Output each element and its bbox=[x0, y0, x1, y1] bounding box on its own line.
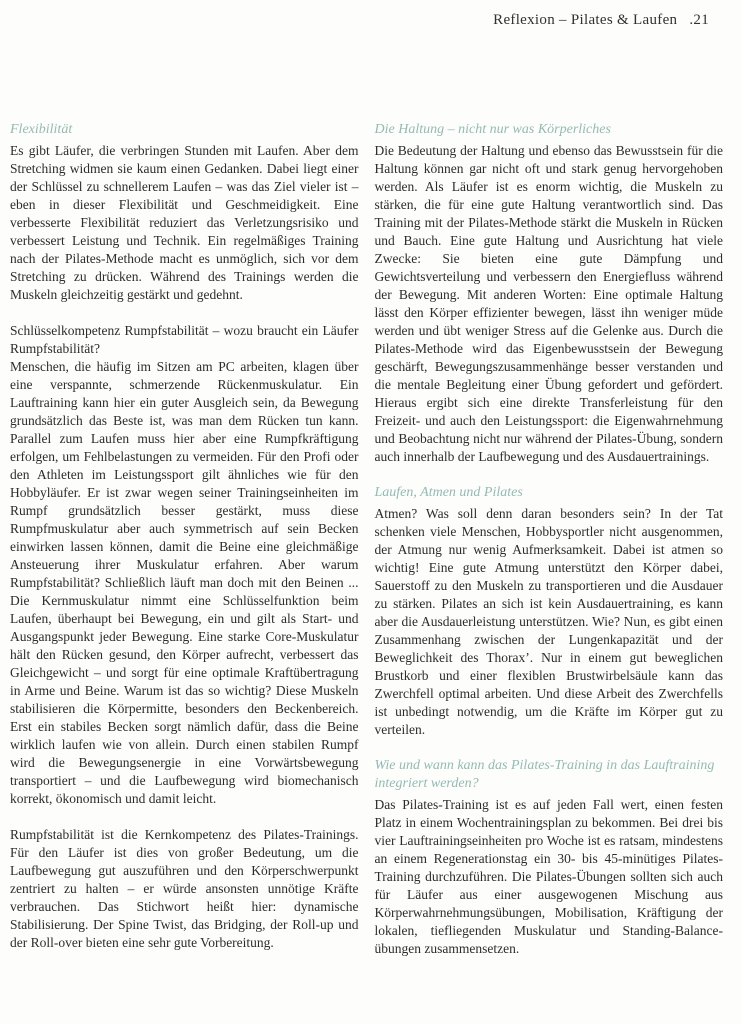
paragraph-flexibility: Es gibt Läufer, die verbringen Stunden mit Laufen. Aber dem Stretching widmen sie kaum einen Gedanken. Dabei liegt einer der Schlüssel zu schnellerem Laufen – was das Ziel vieler ist – eben in dieser Flexibilität und Geschmeidigkeit. Eine verbesserte Flexibilität reduziert das Verletzungsrisiko und verbessert Leistung und Technik. Ein regelmäßiges Training nach der Pilates-Methode macht es unmöglich, sich vor dem Stretching zu drücken. Während des Trainings werden die Muskeln gleichzeitig gestärkt und gedehnt. bbox=[10, 143, 359, 302]
heading-flexibility: Flexibilität bbox=[10, 122, 73, 137]
paragraph-integration: Das Pilates-Training ist es auf jeden Fall wert, einen festen Platz in einem Wochentrainingsplan zu bekommen. Bei drei bis vier Lauftrainingseinheiten pro Woche ist es ratsam, mindestens an einem Regenerationstag ein 30- bis 45-minütiges Pilates-Training durchzuführen. Die Pilates-Übungen sollten sich auch für Läufer aus einer ausgewogenen Mischung aus Körperwahrnehmungsübungen, Mobilisation, Kräftigung der lokalen, tiefliegenden Muskulatur und Standing-Balance-übungen zusammensetzen. bbox=[374, 797, 723, 956]
heading-integration: Wie und wann kann das Pilates-Training in das Lauftraining integriert werden? bbox=[374, 758, 715, 791]
running-header-title: Reflexion – Pilates & Laufen bbox=[493, 12, 678, 28]
right-column bbox=[375, 121, 724, 976]
paragraph-breathing: Atmen? Was soll denn daran besonders sein? In der Tat schenken viele Menschen, Hobbysportler nicht ausgenommen, der Atmung nur wenig Aufmerksamkeit. Dabei ist atmen so wichtig! Eine gute Atmung unterstützt den Körper dabei, Sauerstoff zu den Muskeln zu transportieren und die Ausdauer zu stärken. Pilates an sich ist kein Ausdauertraining, es kann aber die Ausdauerleistung unterstützen. Wie? Nun, es gibt einen Zusammenhang zwischen der Lungenkapazität und der Beweglichkeit des Thorax’. Nur in einem gut beweglichen Brustkorb und einer flexiblen Brustwirbelsäule kann das Zwerchfell optimal arbeiten. Und diese Arbeit des Zwerchfells ist unbedingt notwendig, um die Kräfte im Körper gut zu verteilen. bbox=[374, 506, 723, 737]
paragraph-pilates-core-competence: Rumpfstabilität ist die Kernkompetenz des Pilates-Trainings. Für den Läufer ist dies von großer Bedeutung, um die Laufbewegung gut auszuführen und den Körperschwerpunkt zentriert zu halten – er würde ansonsten unnötige Kräfte verbrauchen. Das Stichwort heißt hier: dynamische Stabilisierung. Der Spine Twist, das Bridging, der Roll-up und der Roll-over bieten eine sehr gute Vorbereitung. bbox=[10, 827, 359, 950]
paragraph-core-stability-question: Schlüsselkompetenz Rumpfstabilität – wozu braucht ein Läufer Rumpfstabilität? bbox=[10, 323, 359, 356]
heading-breathing: Laufen, Atmen und Pilates bbox=[374, 485, 523, 500]
running-header bbox=[493, 12, 709, 29]
paragraph-core-stability: Menschen, die häufig im Sitzen am PC arbeiten, klagen über eine verspannte, schmerzende Rückenmuskulatur. Ein Lauftraining kann hier ein guter Ausgleich sein, da Bewegung grundsätzlich das Beste ist, was man dem Rücken tun kann. Parallel zum Laufen muss hier aber eine Rumpfkräftigung erfolgen, um Fehlbelastungen zu vermeiden. Für den Profi oder den Athleten im Leistungssport gilt ähnliches wie für den Hobbyläufer. Er ist zwar wegen seiner Trainingseinheiten im Rumpf grundsätzlich besser gestärkt, muss diese Rumpfmuskulatur aber auch symmetrisch auf sein Becken einwirken lassen können, damit die Beine eine gleichmäßige Ansteuerung ihrer Muskulatur erfahren. Aber warum Rumpfstabilität? Schließlich läuft man doch mit den Beinen ... Die Kernmuskulatur nimmt eine Schlüsselfunktion beim Laufen, überhaupt bei Bewegung, ein und gilt als Start- und Ausgangspunkt jeder Bewegung. Eine starke Core-Muskulatur hält den Rücken gesund, den Körper aufrecht, verbessert das Gleichgewicht – und sorgt für eine optimale Kraftübertragung in Arme und Beine. Warum ist das so wichtig? Diese Muskeln stabilisieren die Körpermitte, besonders den Beckenbereich. Erst ein stabiles Becken sorgt nämlich dafür, dass die Beine wirklich laufen wie von allein. Durch einen stabilen Rumpf wird die Bewegungsenergie in eine Vorwärtsbewegung transportiert – und die Laufbewegung wird biomechanisch korrekt, ökonomisch und damit leicht. bbox=[10, 359, 359, 806]
heading-posture: Die Haltung – nicht nur was Körperliches bbox=[374, 122, 611, 137]
left-column bbox=[10, 121, 359, 976]
two-column-text-body bbox=[10, 121, 723, 976]
paragraph-posture: Die Bedeutung der Haltung und ebenso das Bewusstsein für die Haltung können gar nicht oft und stark genug hervorgehoben werden. Als Läufer ist es enorm wichtig, die Muskeln zu stärken, die für eine gute Haltung verantwortlich sind. Das Training mit der Pilates-Methode stärkt die Muskeln in Rücken und Bauch. Eine gute Haltung und Ausrichtung hat viele Zwecke: Sie bieten eine gute Dämpfung und Gewichtsverteilung und verbessern den Energiefluss während der Bewegung. Mit anderen Worten: Eine optimale Haltung lässt den Körper effizienter bewegen, lässt ihn weniger müde werden und übt weniger Stress auf die Gelenke aus. Durch die Pilates-Methode wird das Eigenbewusstsein der Bewegung geschärft, Bewegungszusammenhänge besser verstanden und die mentale Begleitung einer Übung gefordert und gefördert. Hieraus ergibt sich eine direkte Transferleistung für den Freizeit- und auch den Leistungssport: die Eigenwahrnehmung und Beobachtung nicht nur während der Pilates-Übung, sondern auch innerhalb der Laufbewegung und des Ausdauertrainings. bbox=[374, 143, 723, 464]
page-number: .21 bbox=[689, 12, 709, 28]
